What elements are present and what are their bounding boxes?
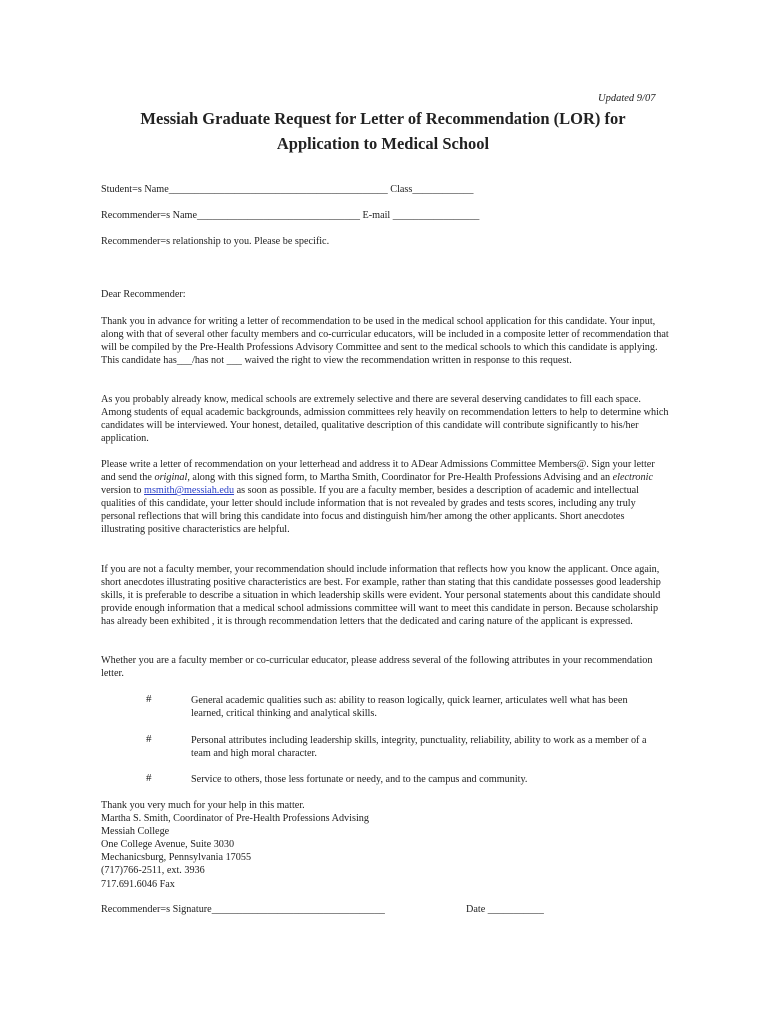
closing-thanks: Thank you very much for your help in this matter. [101,800,305,811]
paragraph-intro: Thank you in advance for writing a letter of recommendation to be used in the medical school application for this candidate. Your input, along with that of several other faculty members and co-curricular educators, will be included in a composite letter of recommendation that will be compiled by the Pre-Health Professions Advisory Committee and sent to the medical schools to which this candidate is applying. This candidate has___/has not ___ waived the right to view the recommendation written in response to this request. [101,316,669,367]
bullet-mark: # [146,693,152,705]
relationship-field: Recommender=s relationship to you. Please be specific. [101,236,330,247]
paragraph-attributes: Whether you are a faculty member or co-curricular educator, please address several of the following attributes in your recommendation letter. [101,655,653,680]
closing-phone: (717)766-2511, ext. 3936 [101,865,205,877]
instructions-text-a: Please write a letter of recommendation on your letterhead and address it to ADear Admissions Committee Members@. Sign your letter and send the [101,459,655,484]
bullet-academic: General academic qualities such as: ability to reason logically, quick learner, articulates well what has been learned, critical thinking and analytical skills. [191,695,628,720]
email-link[interactable]: msmith@messiah.edu [144,485,235,497]
bullet-mark: # [146,772,152,784]
recommender-name-field: Recommender=s Name________________________________ E-mail _________________ [101,210,480,221]
updated-date: Updated 9/07 [598,93,656,104]
closing-address1: One College Avenue, Suite 3030 [101,839,235,851]
paragraph-instructions [101,458,671,537]
closing-org: Messiah College [101,826,170,838]
document-title [100,106,666,156]
paragraph-selectivity: As you probably already know, medical schools are extremely selective and there are several deserving candidates to fill each space. Among students of equal academic backgrounds, admission committees rely heavily on recommendation letters to help to determine which candidates will be interviewed. Your honest, detailed, qualitative description of this candidate will contribute significantly to his/her application. [101,394,669,445]
student-name-field: Student=s Name___________________________________________ Class____________ [101,184,474,195]
instructions-text-d: as soon as possible. If you are a faculty member, besides a description of academic and intellectual qualities of this candidate, your letter should include information that is not revealed by grades and tests scores, including any truly personal reflections that will bring this candidate into focus and distinguish him/her among the other applicants. Short anecdotes illustrating positive characteristics are helpful. [101,485,640,536]
paragraph-non-faculty: If you are not a faculty member, your recommendation should include information that reflects how you know the applicant. Once again, short anecdotes illustrating positive characteristics are best. For example, rather than stating that this candidate possesses good leadership skills, it is preferable to describe a situation in which leadership skills were evident. Your personal statements about this candidate should provide enough information that a medical school admissions committee will want to meet this candidate in person. Because scholarship has already been exhibited , it is through recommendation letters that the dedicated and caring nature of the applicant is expressed. [101,564,661,628]
salutation: Dear Recommender: [101,289,186,300]
closing-address2: Mechanicsburg, Pennsylvania 17055 [101,852,252,864]
original-emphasis: original [154,472,188,484]
bullet-service: Service to others, those less fortunate or needy, and to the campus and community. [191,774,528,785]
closing-name: Martha S. Smith, Coordinator of Pre-Health Professions Advising [101,813,369,825]
bullet-personal: Personal attributes including leadership skills, integrity, punctuality, reliability, ability to work as a member of a team and high moral character. [191,735,647,760]
title-line-1: Messiah Graduate Request for Letter of Recommendation (LOR) for [140,109,626,128]
date-field: Date ___________ [466,904,544,915]
electronic-emphasis: electronic [612,472,653,484]
signature-field: Recommender=s Signature__________________________________ [101,904,385,915]
bullet-mark: # [146,733,152,745]
closing-fax: 717.691.6046 Fax [101,878,175,890]
instructions-text-c: version to [101,485,145,497]
closing-block [101,799,369,891]
title-line-2: Application to Medical School [276,134,490,153]
instructions-text-b: , along with this signed form, to Martha Smith, Coordinator for Pre-Health Professions Advising and an [187,472,613,484]
